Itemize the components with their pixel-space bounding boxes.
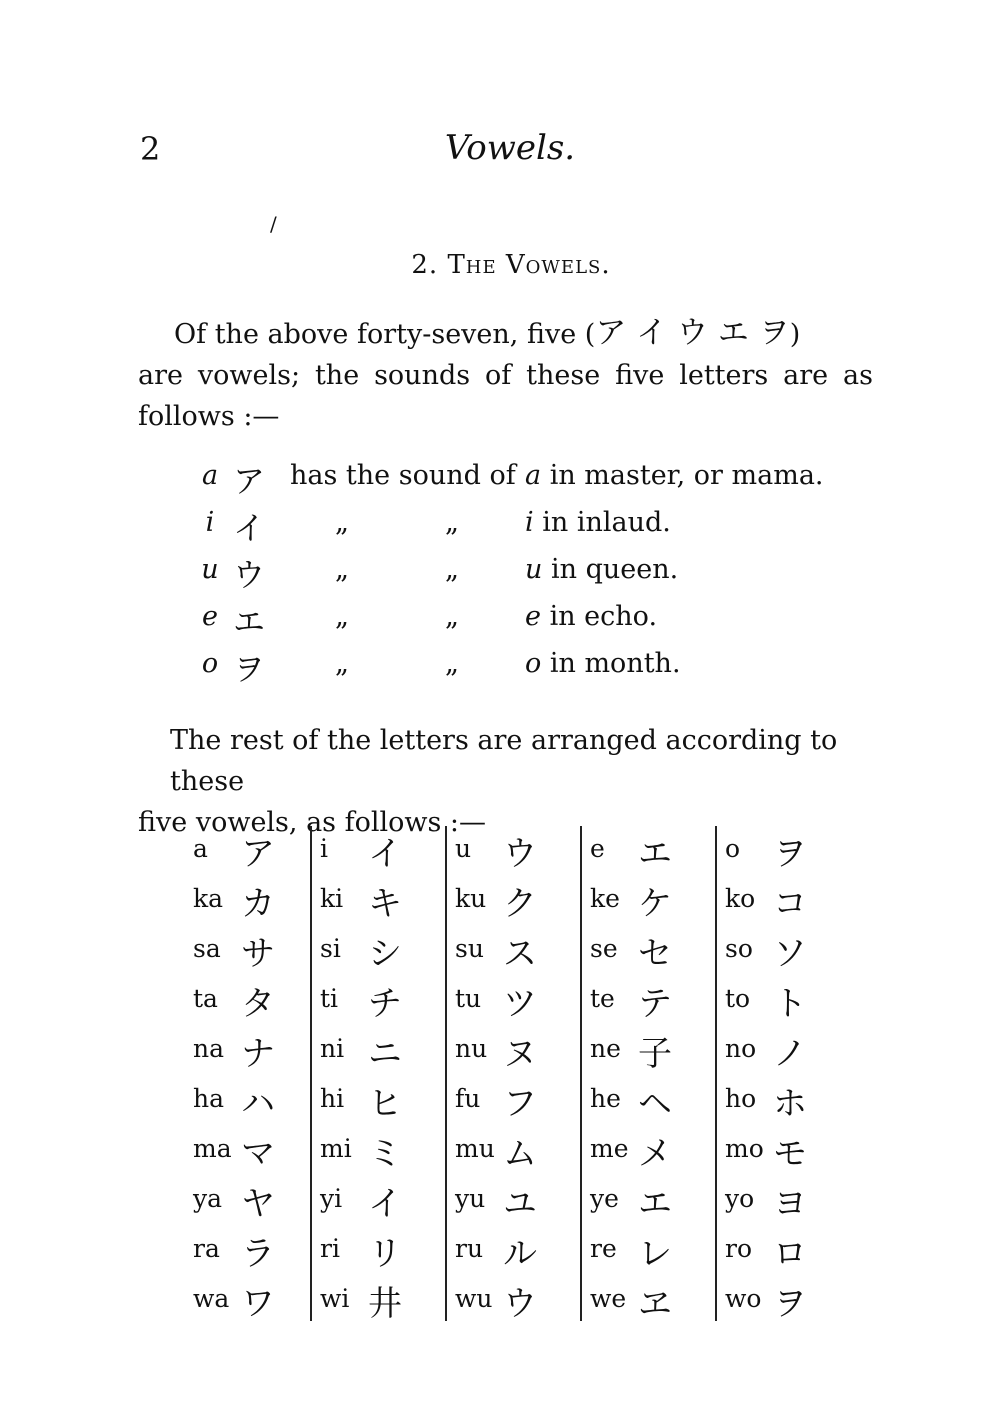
syllabary-cell	[447, 1276, 582, 1326]
arrangement-line-1: The rest of the letters are arranged according to these	[170, 725, 838, 797]
syllabary-cell	[717, 976, 847, 1026]
syllabary-column	[310, 826, 447, 1324]
syllabary-cell	[185, 1226, 310, 1276]
syllabary-column	[715, 826, 847, 1324]
vowel-kana-list: ア イ ウ エ ヲ	[595, 315, 790, 351]
syllable-roman: sa	[193, 934, 221, 963]
syllabary-column	[580, 826, 717, 1324]
syllable-roman: ri	[320, 1234, 340, 1263]
syllable-roman: wo	[725, 1284, 762, 1313]
syllable-roman: nu	[455, 1034, 488, 1063]
ditto-mark: „	[335, 507, 349, 538]
syllabary-cell	[447, 1226, 582, 1276]
vowel-kana: エ	[233, 603, 266, 641]
syllable-roman: ko	[725, 884, 756, 913]
syllable-kana: ホ	[773, 1084, 807, 1124]
syllabary-cell	[185, 1076, 310, 1126]
syllable-kana: ナ	[241, 1034, 275, 1074]
syllabary-cell	[312, 826, 447, 876]
syllabary-cell	[447, 926, 582, 976]
vowel-example	[525, 601, 657, 632]
syllabary-cell	[312, 1026, 447, 1076]
syllabary-cell	[582, 826, 717, 876]
syllable-roman: so	[725, 934, 753, 963]
syllable-kana: エ	[638, 834, 672, 874]
intro-line-1-text: Of the above forty-seven, five (	[174, 319, 596, 350]
running-head: Vowels.	[444, 128, 576, 168]
vowel-roman: o	[201, 648, 219, 679]
vowel-example-letter: u	[525, 554, 543, 585]
syllable-roman: ye	[590, 1184, 619, 1213]
syllabary-cell	[717, 1026, 847, 1076]
syllabary-cell	[447, 1176, 582, 1226]
syllable-roman: o	[725, 834, 741, 863]
syllable-kana: ソ	[773, 934, 807, 974]
syllabary-cell	[717, 826, 847, 876]
syllabary-cell	[447, 976, 582, 1026]
syllable-kana: 子	[638, 1034, 672, 1074]
syllabary-cell	[312, 926, 447, 976]
syllable-roman: e	[590, 834, 605, 863]
syllable-kana: 井	[368, 1284, 402, 1324]
syllabary-cell	[312, 1176, 447, 1226]
syllabary-cell	[447, 1076, 582, 1126]
syllabary-cell	[717, 1176, 847, 1226]
stray-mark: /	[270, 212, 277, 236]
syllable-kana: フ	[503, 1084, 537, 1124]
syllabary-cell	[582, 876, 717, 926]
syllable-roman: ra	[193, 1234, 220, 1263]
syllabary-cell	[447, 826, 582, 876]
syllabary-cell	[717, 1126, 847, 1176]
syllabary-cell	[582, 1226, 717, 1276]
arrangement-paragraph	[138, 720, 873, 843]
ditto-mark: „	[445, 554, 459, 585]
syllabary-cell	[185, 876, 310, 926]
syllable-roman: to	[725, 984, 751, 1013]
vowel-example-text: in echo.	[540, 601, 658, 632]
ditto-mark: „	[445, 601, 459, 632]
arrangement-line-2: five vowels, as follows :—	[138, 807, 487, 838]
syllable-kana: ヨ	[773, 1184, 807, 1224]
syllable-roman: re	[590, 1234, 617, 1263]
syllabary-cell	[185, 1126, 310, 1176]
syllable-kana: カ	[241, 884, 275, 924]
syllable-kana: ス	[503, 934, 537, 974]
vowel-kana: ヲ	[233, 650, 266, 688]
syllable-kana: ワ	[241, 1284, 275, 1324]
syllable-kana: ロ	[773, 1234, 807, 1274]
syllable-roman: mu	[455, 1134, 495, 1163]
syllable-roman: we	[590, 1284, 627, 1313]
syllable-kana: イ	[368, 1184, 402, 1224]
syllabary-cell	[447, 1126, 582, 1176]
syllable-roman: tu	[455, 984, 482, 1013]
vowel-example-text: in month.	[541, 648, 681, 679]
intro-line-3: follows :—	[138, 401, 280, 432]
syllabary-cell	[312, 1076, 447, 1126]
syllabary-cell	[312, 1126, 447, 1176]
syllable-roman: na	[193, 1034, 225, 1063]
syllabary-cell	[717, 1226, 847, 1276]
syllable-kana: ラ	[241, 1234, 275, 1274]
syllable-kana: ク	[503, 884, 537, 924]
vowel-example	[525, 507, 671, 538]
syllable-roman: su	[455, 934, 484, 963]
vowel-example-text: in master, or mama.	[541, 460, 824, 491]
syllable-kana: ヒ	[368, 1084, 402, 1124]
vowel-example-letter: i	[525, 507, 534, 538]
syllable-kana: チ	[368, 984, 402, 1024]
syllable-roman: wa	[193, 1284, 230, 1313]
syllable-roman: no	[725, 1034, 757, 1063]
syllabary-column	[185, 826, 310, 1324]
syllable-roman: hi	[320, 1084, 345, 1113]
vowel-example	[525, 648, 681, 679]
syllabary-column	[445, 826, 582, 1324]
syllable-roman: ha	[193, 1084, 225, 1113]
syllabary-cell	[717, 876, 847, 926]
syllable-roman: mo	[725, 1134, 764, 1163]
syllabary-cell	[312, 976, 447, 1026]
vowel-kana: ウ	[233, 556, 266, 594]
syllable-roman: fu	[455, 1084, 481, 1113]
syllabary-cell	[185, 926, 310, 976]
syllable-roman: a	[193, 834, 208, 863]
vowel-kana: イ	[233, 509, 266, 547]
syllable-roman: yi	[320, 1184, 343, 1213]
vowel-example-letter: a	[525, 460, 542, 491]
syllabary-cell	[185, 1276, 310, 1326]
vowel-example-text: in queen.	[542, 554, 679, 585]
syllable-kana: エ	[638, 1184, 672, 1224]
syllable-kana: ヤ	[241, 1184, 275, 1224]
syllable-kana: ル	[503, 1234, 537, 1274]
page-number: 2	[140, 130, 161, 168]
syllable-kana: イ	[368, 834, 402, 874]
syllable-kana: ニ	[368, 1034, 402, 1074]
syllable-roman: ru	[455, 1234, 484, 1263]
syllable-kana: ヌ	[503, 1034, 537, 1074]
syllable-roman: ki	[320, 884, 344, 913]
syllable-roman: mi	[320, 1134, 352, 1163]
vowel-example	[525, 460, 824, 491]
ditto-mark: „	[335, 601, 349, 632]
syllable-roman: wi	[320, 1284, 350, 1313]
vowel-example	[525, 554, 678, 585]
ditto-mark: „	[335, 648, 349, 679]
syllabary-cell	[717, 1076, 847, 1126]
syllable-roman: ya	[193, 1184, 223, 1213]
syllable-roman: he	[590, 1084, 621, 1113]
intro-line-1	[138, 313, 873, 355]
vowel-kana: ア	[233, 462, 266, 500]
syllable-kana: テ	[638, 984, 672, 1024]
syllable-roman: ro	[725, 1234, 753, 1263]
syllable-kana: ヲ	[773, 834, 807, 874]
syllabary-cell	[582, 1276, 717, 1326]
syllable-kana: ム	[503, 1134, 537, 1174]
syllable-roman: ho	[725, 1084, 757, 1113]
syllable-kana: ア	[241, 834, 275, 874]
syllabary-cell	[185, 826, 310, 876]
syllabary-cell	[582, 976, 717, 1026]
syllable-kana: マ	[241, 1134, 275, 1174]
vowel-description: has the sound of	[290, 460, 516, 491]
syllabary-cell	[312, 1276, 447, 1326]
syllable-roman: ta	[193, 984, 218, 1013]
intro-line-2: are vowels; the sounds of these five letters are as	[138, 360, 873, 391]
syllabary-cell	[185, 976, 310, 1026]
syllabary-cell	[582, 1176, 717, 1226]
syllable-kana: メ	[638, 1134, 672, 1174]
vowel-roman: u	[201, 554, 219, 585]
syllable-roman: ma	[193, 1134, 232, 1163]
syllable-roman: ke	[590, 884, 620, 913]
syllable-kana: ユ	[503, 1184, 537, 1224]
syllable-roman: ne	[590, 1034, 621, 1063]
syllabary-cell	[582, 926, 717, 976]
syllable-roman: ni	[320, 1034, 345, 1063]
syllable-kana: ウ	[503, 834, 537, 874]
syllable-kana: ノ	[773, 1034, 807, 1074]
syllable-roman: si	[320, 934, 341, 963]
intro-line-1-close: )	[789, 319, 801, 350]
syllabary-cell	[312, 1226, 447, 1276]
vowel-example-text: in inlaud.	[533, 507, 671, 538]
intro-paragraph	[138, 313, 873, 437]
syllabary-cell	[582, 1126, 717, 1176]
syllable-kana: モ	[773, 1134, 807, 1174]
syllabary-cell	[582, 1076, 717, 1126]
syllable-kana: シ	[368, 934, 402, 974]
syllable-kana: セ	[638, 934, 672, 974]
syllable-kana: ヘ	[638, 1084, 672, 1124]
syllable-kana: キ	[368, 884, 402, 924]
syllable-kana: リ	[368, 1234, 402, 1274]
syllable-roman: u	[455, 834, 472, 863]
syllabary-cell	[582, 1026, 717, 1076]
syllable-roman: se	[590, 934, 618, 963]
syllable-kana: ウ	[503, 1284, 537, 1324]
syllabary-table	[185, 826, 845, 1326]
syllabary-cell	[185, 1176, 310, 1226]
syllable-kana: ヱ	[638, 1284, 672, 1324]
syllabary-cell	[447, 876, 582, 926]
syllable-roman: ka	[193, 884, 224, 913]
syllable-kana: コ	[773, 884, 807, 924]
syllabary-cell	[447, 1026, 582, 1076]
syllable-kana: ケ	[638, 884, 672, 924]
syllabary-cell	[717, 1276, 847, 1326]
vowel-roman: e	[202, 601, 218, 632]
vowel-example-letter: e	[525, 601, 541, 632]
ditto-mark: „	[445, 648, 459, 679]
syllable-kana: ミ	[368, 1134, 402, 1174]
syllabary-cell	[185, 1026, 310, 1076]
syllable-roman: i	[320, 834, 328, 863]
syllable-roman: ti	[320, 984, 339, 1013]
syllable-kana: サ	[241, 934, 275, 974]
syllable-kana: ヲ	[773, 1284, 807, 1324]
syllable-roman: me	[590, 1134, 629, 1163]
syllable-kana: ハ	[241, 1084, 275, 1124]
syllable-kana: ト	[773, 984, 807, 1024]
syllabary-cell	[312, 876, 447, 926]
syllable-roman: yu	[455, 1184, 486, 1213]
syllable-roman: ku	[455, 884, 487, 913]
section-heading: 2. The Vowels.	[411, 250, 611, 280]
syllable-kana: タ	[241, 984, 275, 1024]
syllable-roman: te	[590, 984, 615, 1013]
syllable-roman: yo	[725, 1184, 755, 1213]
syllabary-cell	[717, 926, 847, 976]
syllable-kana: ツ	[503, 984, 537, 1024]
vowel-example-letter: o	[525, 648, 542, 679]
vowel-roman: a	[201, 460, 219, 491]
vowel-roman: i	[205, 507, 215, 538]
syllable-kana: レ	[638, 1234, 672, 1274]
ditto-mark: „	[335, 554, 349, 585]
syllable-roman: wu	[455, 1284, 493, 1313]
ditto-mark: „	[445, 507, 459, 538]
